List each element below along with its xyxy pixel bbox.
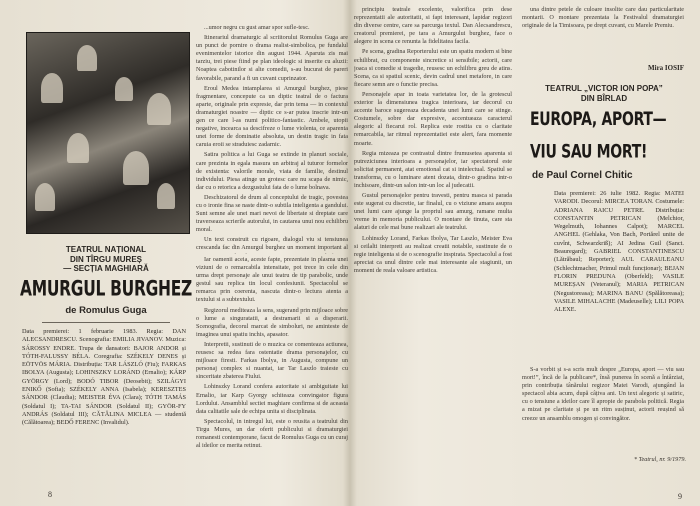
left-article-col2 [196,24,348,254]
paragraph: una dintre petele de culoare insolite care dau particularitate montarii. O montare prezentata la Festivalul dramaturgiei originale de la Timisoara, pe drept cuvant, cu Marele Premiu. [522,6,684,30]
paragraph: Deschizatorul de drum al conceptului de tragic, povestea cu o ironie fina se naste dintr-o subtila inteligenta a gandului. Sunt semne ale unei mari nevoi de libertate si dreptate care traverseaza scrierile autorului, in cautarea unui nou echilibru moral. [196,193,348,234]
paragraph: Personajele apar in toata varietatea lor, de la grotescul exterior la dimensiunea tragica interioara, iar decorul cu accente baroce sugereaza decadenta unei lumi care se stinge. Costumele, sobre dar expresive, accentueaza caracterul alegoric al fiecarui rol. Replica este rostita cu o claritate remarcabila, iar ritmul reprezentatiei este alert, fara momente moarte. [354,90,512,147]
paragraph: Eroul Medea intamplarea si Amurgul burghez, piese fragmentare, concepute ca un diptic teatral de o factura aparte, originale prin expresie, dar prin tema — in contextul dramaturgiei noastre — diptic ce s-ar putea inscrie intr-un gen ce care l-as numi politico-fantastic. Ambele, utopii negative, incearca sa descifreze o lume violenta, ce aparenta unei forme de dominatie absoluta, un destin tragic in fata caruia eroii se straduiesc zadarnic. [196,84,348,149]
right-play-author: de Paul Cornel Chitic [532,170,633,181]
left-play-title: AMURGUL BURGHEZ [20,276,192,301]
paragraph: Spectacolul, in intregul lui, este o reusita a teatrului din Tirgu Mures, un dar oferit publicului si dramaturgiei romanesti contemporane, facut de Romulus Guga cu un curaj al ideilor ce merita retinut. [196,417,348,450]
paragraph: Lohinszky Lorand, Farkas Ibolya, Tar Laszlo, Meister Eva si ceilalti interpreti au realizat creatii notabile, sustinute de o regie inteligenta si de o scenografie inspirata. Spectacolul a fost apreciat ca unul dintre cele mai interesante ale stagiunii, un moment de reala valoare artistica. [354,234,512,274]
paragraph: Pe scena, gradina Reporterului este un spatiu modern si bine echilibrat, cu componente sincretice si sensibile; actorii, care joaca si comedie si tragedie, reusesc un echilibru greu de atins. Scena, ca si spatiul scenic, devin cadrul unei metafore, in care fiecare semn are o functie precisa. [354,48,512,88]
left-article-col3 [196,256,348,484]
paragraph: Gustul personajelor pentru travesti, pentru masca si parada este sugerat cu discretie, iar finalul, cu o viziune amara asupra unei lumi care ajunge la propriul sau amurg, ramane multa vreme in memoria publicului. O montare de tinuta, care sta alaturi de cele mai bune realizari ale teatrului. [354,192,512,232]
paragraph: S-a vorbit și s-a scris mult despre „Europa, aport — viu sau mort!”, încă de la publicare*, însă punerea în scenă a întârziat, prin contribuția tânărului regizor Matei Varodi, ajungând la spectacol abia acum, după câțiva ani. Un text alegoric și satiric, cu o tensiune a ideilor care îl apropie de parabola politică. Regia a mizat pe claritate și pe un ritm susținut, actorii reușind să creeze un ansamblu omogen și convingător. [522,366,684,422]
paragraph: Interpretii, sustinuti de o muzica ce comenteaza actiunea, reusesc sa redea fara ostentatie drama personajelor, cu mijloace firesti. Farkas Ibolya, in Augusta, compune un personaj complex si nuantat, iar Tar Laszlo traieste cu sinceritate zbaterea Fiului. [196,340,348,381]
right-credits: Data premierei: 26 iulie 1982. Regia: MATEI VARODI. Decorul: MIRCEA TORAN. Costumele: ADRIANA RAICU PETRE. Distribuția: CONSTANTIN PETRICAN (Melchior, Wegelmuth, Iohannes Calpot); MARCEL ANGHEL (Gehlaka, Von Bach, Portărel unite de cuvînt, Schwarzkriß); AI Jedina Guil (Sanct. Beauregard); GABRIEL CONSTANTINESCU (Lătrăbaul; Reporter); AUL CARAULEANU (Schlechtmacher, Primul mult funcționar); BEJAN FLORIN PREDUNA (Oberfeld); VASILE MUREȘAN (Veteranul); MARIA PETRICAN (Negustoreasa); MARINA BANU (Spălătoreasa); VASILE MIHALACHE (Madeuselle); LILI POPA ALEXE. [554,190,684,314]
paragraph: Regizorul mediteaza la sens, sugerand prin mijloace sobre o lume a singuratatii, a destramarii si a disperarii. Scenografia, decorul marcat de simboluri, ne aminteste de imaginea unui spatiu inchis, apasator. [196,306,348,338]
paragraph: principiu teatrale excelente, valorifica prin dese reprezentatii ale autoritatii, si fapt interesant, lapidar regizori din diverse centre, care sa parcurga textul. Dan Alecsandrescu, creatorul premierei, pe tara a Amurgului burghez, face o alegere in scena ce renunta la fidelitatea facila. [354,6,512,46]
review-signature: Mira IOSIF [648,64,684,72]
paragraph: Lohinszky Lorand confera autoritate si ambiguitate lui Ernalio, iar Karp Gyorgy schiteaza convingator figura Lordului. Ansamblul sectiei maghiare confirma si de aceasta data calitatile sale de echipa unita si disciplinata. [196,383,348,415]
left-credits: Data premierei: 1 februarie 1983. Regia: DAN ALECSANDRESCU. Scenografia: EMILIA JIVANOV. Muzica: SÁROSSY ENDRE. Trupa de dansatori: BAJOR ANDOR și TÓTH-FALUSSY BÉLA. Coregrafia: SZÉKELY DENES și EÖTVÖS MÁRIA. Distribuția: TAR LÁSZLÓ (Fiu); FARKAS IBOLYA (Augusta); LOHINSZKY LORÁND (Ernalio); KÁRP GYÖRGY (Lord); BODÓ TIBOR (Deosebit); SZILÁGYI ENIKŐ (Sofia); SZÉKELY ANNA (Isabela); KERESZTES SÁNDOR (Claudia); MEISTER ÉVA (Clara); TÓTH TAMÁS (Soldatul I); TA-TAI SÁNDOR (Soldatul II); GYÖR-FY ANDRÁS (Soldatul III); CĂTĂLINA MICLEA — studentă (Călătoarea); BEDŐ FERENC (Invalidul). [22,328,186,427]
footnote: * Teatrul, nr. 9/1979. [633,456,686,463]
paragraph: Un text construit cu rigoare, dialogul viu si tensiunea crescanda fac din Amurgul burghez un moment important al [196,236,348,252]
paragraph: Satira politica a lui Guga se extinde in planuri sociale, care prezinta in egala masura un arbitraj al tuturor formelor de existenta: valorile morale, viata de familie, destinul individului. Piesa atinge un grotesc care nu scapa de nimic, dar cu o retorica a dezgustului fata de o lume bolnava. [196,151,348,191]
right-top-text [522,6,684,62]
right-review [522,366,684,452]
right-article-col1 [354,6,512,490]
right-theatre-name: TEATRUL „VICTOR ION POPA” DIN BÎRLAD [545,84,663,103]
left-theatre-name: TEATRUL NAȚIONAL DIN TÎRGU MUREȘ — SECȚIA MAGHIARĂ [63,245,149,273]
page-number: 8 [48,490,52,499]
production-photo [26,32,190,234]
page-number: 9 [678,492,682,501]
paragraph: ...umor negru cu gust amar spor sufle-tesc. [204,24,310,31]
right-page [354,4,696,502]
divider [42,322,170,323]
paragraph: Regia mizeaza pe contrastul dintre frumusetea aparenta si putreziciunea interioara a personajelor, iar spectatorul este solicitat permanent, atat emotional cat si intelectual. Spatiul se transforma, cu o luminare atent dozata, dintr-o gradina intr-o inchisoare, dintr-un salon intr-un loc al judecatii. [354,149,512,189]
right-play-title: EUROPA, APORT—VIU SAU MORT! [530,109,667,163]
left-play-author: de Romulus Guga [65,305,147,316]
paragraph: Itinerariul dramaturgic al scriitorului Romulus Guga are un punct de pornire o drama realist-simbolica, pe fundalul evenimentelor istorice din august 1944. Aparuta zis mai tarziu, trei piese fiind pe plan ideologic si inserite cu aluzii: Noaptea cabotinilor si alte comedii, s-au bucurat de pareri favorabile, parand a fi un cuvant cuprinzator. [196,34,348,82]
paragraph: Iar oamenii aceia, aceste fapte, prezentate in plasma unei viziuni de o remarcabila intensitate, pot trece in cele din urma drept personaje ale unui teatru de tip parabolic, unde gestul sau replica tin locul confesiunii. Spectacolul se remarca prin coerenta, nascuta dintr-o lectura atenta a textului si a subtextului. [196,256,348,304]
left-page [4,4,348,502]
